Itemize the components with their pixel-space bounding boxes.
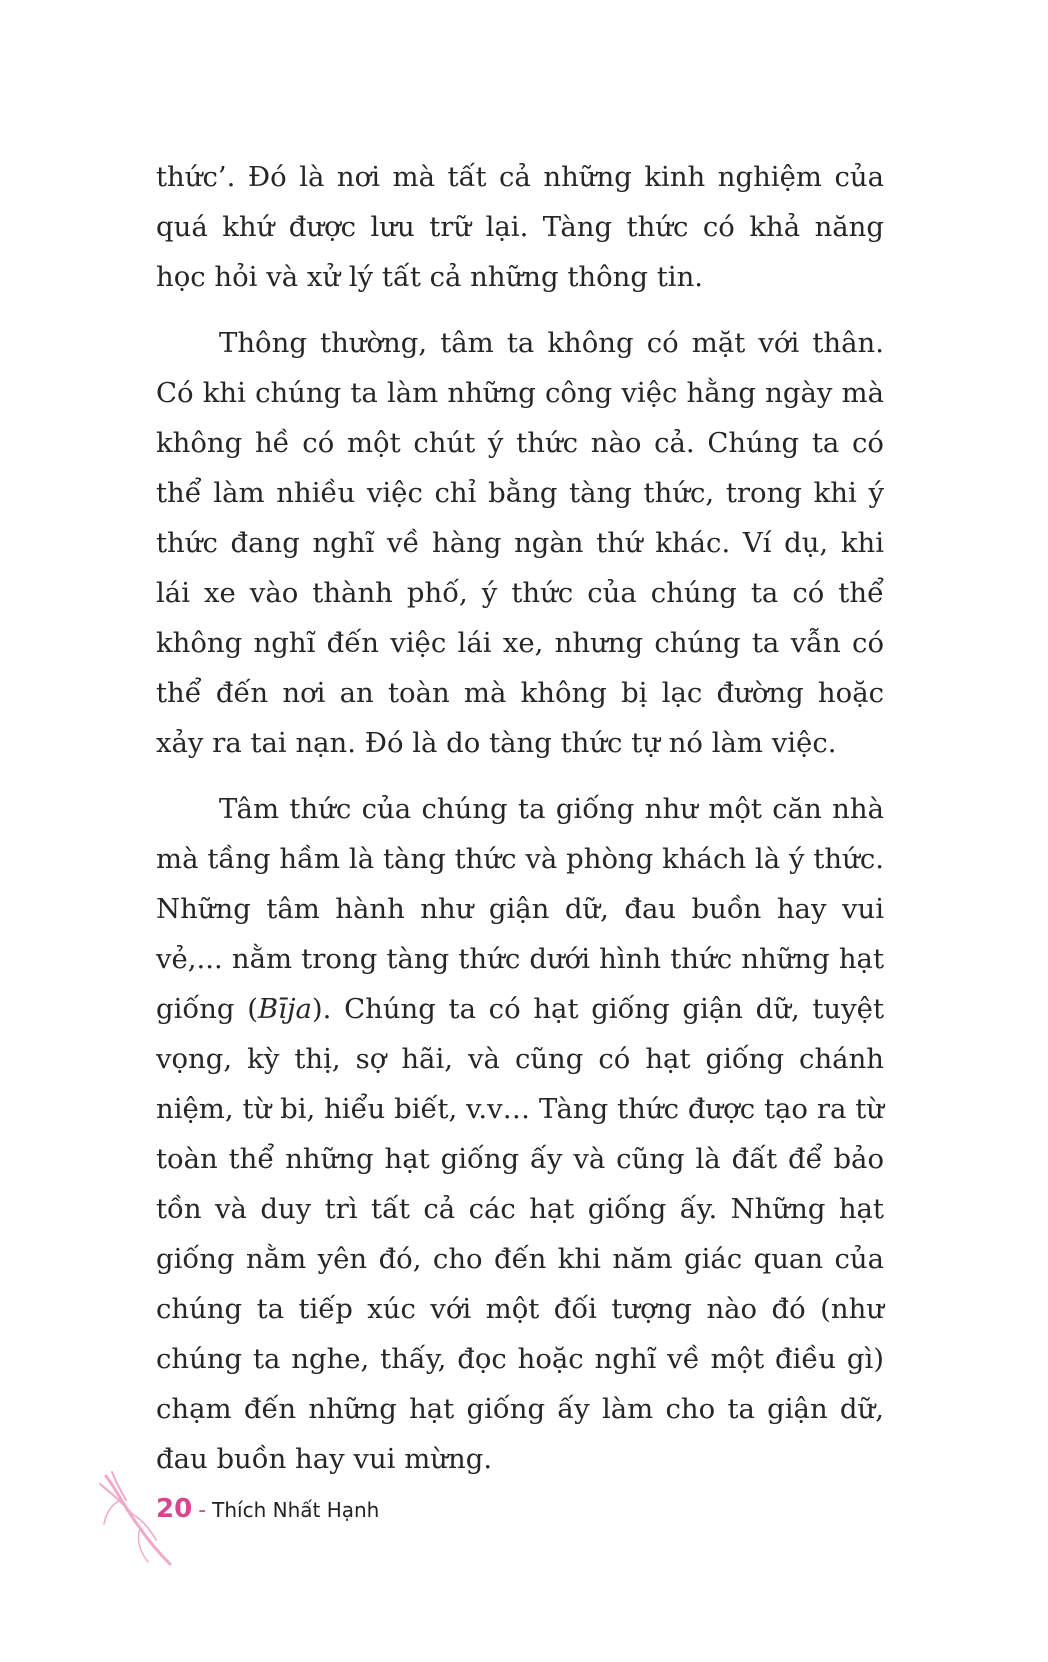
italic-term-bija: Bīja	[257, 993, 312, 1025]
paragraph-3-text-end: ). Chúng ta có hạt giống giận dữ, tuyệt vọng, kỳ thị, sợ hãi, và cũng có hạt giống chánh niệm, từ bi, hiểu biết, v.v… Tàng thức được tạo ra từ toàn thể những hạt giống ấy và cũng là đất để bảo tồn và duy trì tất cả các hạt giống ấy. Những hạt giống nằm yên đó, cho đến khi năm giác quan của chúng ta tiếp xúc với một đối tượng nào đó (như chúng ta nghe, thấy, đọc hoặc nghĩ về một điều gì) chạm đến những hạt giống ấy làm cho ta giận dữ, đau buồn hay vui mừng.	[156, 993, 884, 1475]
paragraph-2-text: Thông thường, tâm ta không có mặt với thân. Có khi chúng ta làm những công việc hằng ngày mà không hề có một chút ý thức nào cả. Chúng ta có thể làm nhiều việc chỉ bằng tàng thức, trong khi ý thức đang nghĩ về hàng ngàn thứ khác. Ví dụ, khi lái xe vào thành phố, ý thức của chúng ta có thể không nghĩ đến việc lái xe, nhưng chúng ta vẫn có thể đến nơi an toàn mà không bị lạc đường hoặc xảy ra tai nạn. Đó là do tàng thức tự nó làm việc.	[156, 327, 884, 759]
paragraph-1-text: thức’. Đó là nơi mà tất cả những kinh nghiệm của quá khứ được lưu trữ lại. Tàng thức có khả năng học hỏi và xử lý tất cả những thông tin.	[156, 161, 884, 293]
footer-separator: -	[198, 1498, 207, 1523]
author-name: Thích Nhất Hạnh	[212, 1498, 380, 1522]
body-text	[156, 152, 884, 1484]
paragraph-3-text-start: Tâm thức của chúng ta giống như một căn nhà mà tầng hầm là tàng thức và phòng khách là ý thức. Những tâm hành như giận dữ, đau buồn hay vui vẻ,... nằm trong tàng thức dưới hình thức những hạt giống (	[156, 793, 884, 1025]
page-footer	[96, 1470, 416, 1570]
paragraph-2	[156, 318, 884, 768]
footer-line	[156, 1494, 379, 1524]
page-number: 20	[156, 1494, 193, 1524]
paragraph-3	[156, 784, 884, 1484]
paragraph-1	[156, 152, 884, 302]
